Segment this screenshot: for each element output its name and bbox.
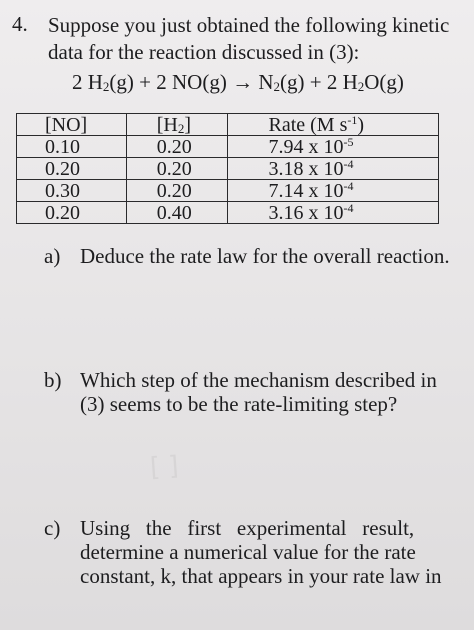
question-number: 4. <box>12 12 28 36</box>
cell-no: 0.20 <box>17 158 127 180</box>
part-c <box>44 516 442 588</box>
cell-rate: 3.16 x $10^{-4}$ <box>228 202 439 224</box>
part-b-label: b) <box>44 368 62 392</box>
cell-h2: 0.20 <box>126 180 228 202</box>
header-rate: Rate (M $s^{-1}$) <box>228 114 439 136</box>
cell-no: 0.30 <box>17 180 127 202</box>
cell-rate: 3.18 x $10^{-4}$ <box>228 158 439 180</box>
part-a-label: a) <box>44 244 61 268</box>
table-header-row <box>17 114 439 136</box>
part-b <box>44 368 437 416</box>
question-text <box>48 12 458 66</box>
part-c-text: Using the first experimental result, determine a numerical value for the rate constant, k, that appears in your rate law in <box>80 516 442 588</box>
part-c-label: c) <box>44 516 61 540</box>
cell-rate: 7.14 x $10^{-4}$ <box>228 180 439 202</box>
table-row <box>17 158 439 180</box>
cell-h2: 0.20 <box>126 158 228 180</box>
part-a <box>44 244 450 268</box>
kinetic-data-table <box>16 113 439 224</box>
cell-no: 0.20 <box>17 202 127 224</box>
cell-no: 0.10 <box>17 136 127 158</box>
reaction-equation: 2 $H_2(g) + 2$ $NO(g) \to N_2(g) + 2$ $H_2O(g)$ <box>72 70 404 94</box>
bleed-through-marks: [ ] <box>148 451 180 483</box>
header-no: [NO] <box>17 114 127 136</box>
part-b-text: Which step of the mechanism described in (3) seems to be the rate-limiting step? <box>80 368 437 416</box>
cell-rate: 7.94 x $10^{-5}$ <box>228 136 439 158</box>
cell-h2: 0.40 <box>126 202 228 224</box>
table-row <box>17 180 439 202</box>
part-a-text: Deduce the rate law for the overall reaction. <box>80 244 450 268</box>
table-row <box>17 136 439 158</box>
question-line-1: Suppose you just obtained the following kinetic <box>48 13 450 37</box>
header-h2: $[H_2]$ <box>126 114 228 136</box>
cell-h2: 0.20 <box>126 136 228 158</box>
question-line-2: data for the reaction discussed in (3): <box>48 40 360 64</box>
table-row <box>17 202 439 224</box>
